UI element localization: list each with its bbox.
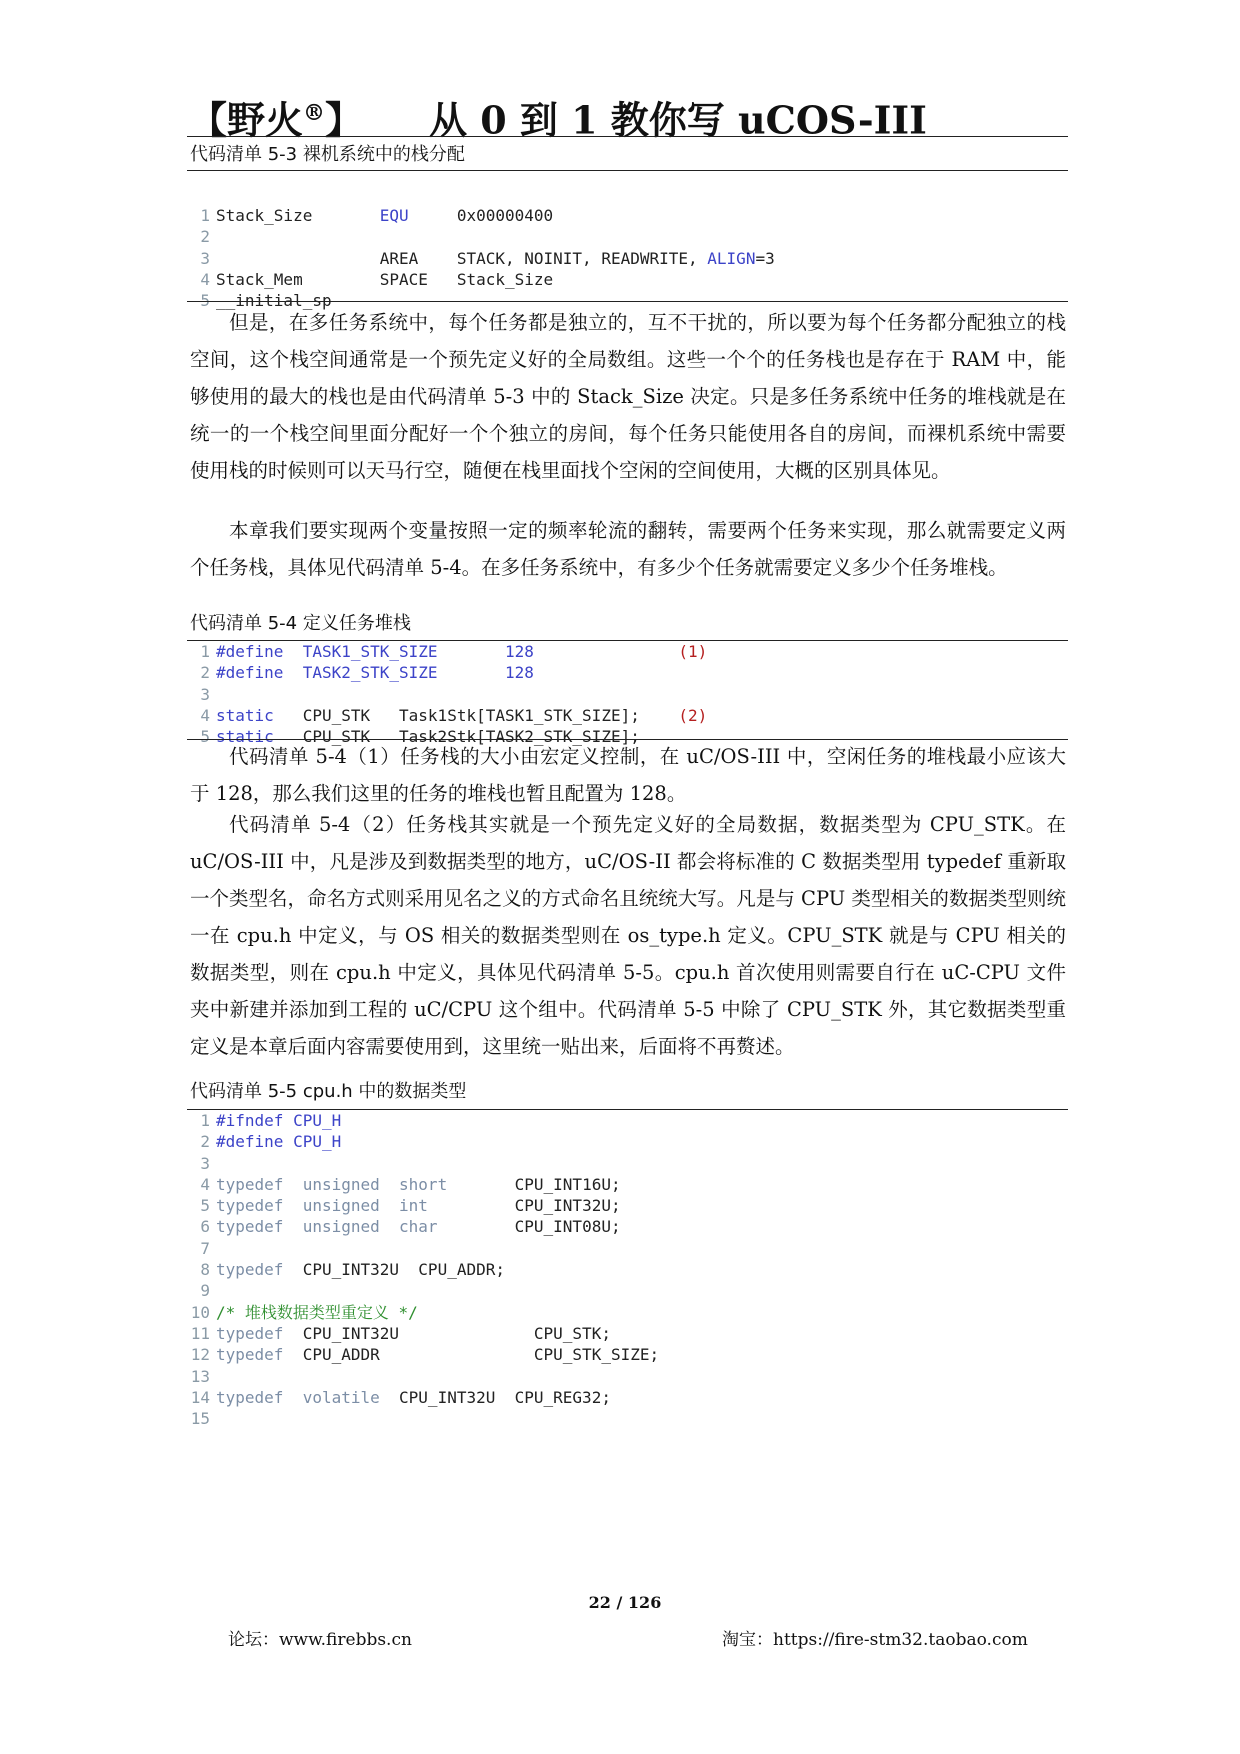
footer-forum-link[interactable]: 论坛：www.firebbs.cn — [228, 1630, 412, 1650]
listing-5-4-caption: 代码清单 5-4 定义任务堆栈 — [190, 613, 411, 634]
code-line: 8 typedef CPU_INT32U CPU_ADDR; — [200, 1260, 505, 1280]
code-line: 15 — [190, 1409, 210, 1429]
listing-5-3-top-rule — [187, 170, 1068, 171]
code-line: 3 — [200, 1153, 210, 1173]
listing-5-5-caption: 代码清单 5-5 cpu.h 中的数据类型 — [190, 1081, 467, 1102]
code-line: 6 typedef unsigned char CPU_INT08U; — [200, 1217, 621, 1237]
body-paragraph-1: 但是，在多任务系统中，每个任务都是独立的，互不干扰的，所以要为每个任务都分配独立的栈空间，这个栈空间通常是一个预先定义好的全局数组。这些一个个的任务栈也是存在于 RAM 中，能够使用的最大的栈也是由代码清单 5-3 中的 Stack_Size 决定。只是多任务系统中任务的堆栈就是在统一的一个栈空间里面分配好一个个独立的房间，每个任务只能使用各自的房间，而裸机系统中需要使用栈的时候则可以天马行空，随便在栈里面找个空闲的空间使用，大概的区别具体见。 — [190, 311, 1066, 482]
code-line: 10 /* 堆栈数据类型重定义 */ — [190, 1302, 418, 1322]
code-line: 2 — [200, 227, 210, 247]
body-paragraph-2: 本章我们要实现两个变量按照一定的频率轮流的翻转，需要两个任务来实现，那么就需要定义两个任务栈，具体见代码清单 5-4。在多任务系统中，有多少个任务就需要定义多少个任务堆栈。 — [190, 519, 1066, 579]
listing-5-3-code — [190, 205, 1066, 311]
body-paragraph-3: 代码清单 5-4（1）任务栈的大小由宏定义控制，在 uC/OS-III 中，空闲任务的堆栈最小应该大于 128，那么我们这里的任务的堆栈也暂且配置为 128。 — [190, 745, 1066, 805]
code-line: 2 #define CPU_H — [200, 1132, 342, 1152]
book-title: 从 0 到 1 教你写 uCOS-III — [429, 97, 927, 143]
code-line: 5 static CPU_STK Task2Stk[TASK2_STK_SIZE]; — [200, 727, 640, 747]
code-line: 7 — [200, 1238, 210, 1258]
code-line: 2 #define TASK2_STK_SIZE 128 — [200, 663, 534, 683]
code-line: 4 static CPU_STK Task1Stk[TASK1_STK_SIZE]; (2) — [200, 705, 708, 725]
document-header-title — [189, 86, 1069, 143]
body-paragraph-4: 代码清单 5-4（2）任务栈其实就是一个预先定义好的全局数据，数据类型为 CPU_STK。在 uC/OS-III 中，凡是涉及到数据类型的地方，uC/OS-II 都会将标准的 C 数据类型用 typedef 重新取一个类型名，命名方式则采用见名之义的方式命名且统统大写。凡是与 CPU 类型相关的数据类型则统一在 cpu.h 中定义，与 OS 相关的数据类型则在 os_type.h 定义。CPU_STK 就是与 CPU 相关的数据类型，则在 cpu.h 中定义，具体见代码清单 5-5。cpu.h 首次使用则需要自行在 uC-CPU 文件夹中新建并添加到工程的 uC/CPU 这个组中。代码清单 5-5 中除了 CPU_STK 外，其它数据类型重定义是本章后面内容需要使用到，这里统一贴出来，后面将不再赘述。 — [190, 813, 1066, 1058]
header-divider — [187, 136, 1068, 137]
listing-5-5-code — [190, 1110, 1066, 1429]
code-line: 14 typedef volatile CPU_INT32U CPU_REG32; — [190, 1387, 611, 1407]
code-line: 4 Stack_Mem SPACE Stack_Size — [200, 269, 554, 289]
code-line: 12 typedef CPU_ADDR CPU_STK_SIZE; — [190, 1345, 660, 1365]
code-line: 5 typedef unsigned int CPU_INT32U; — [200, 1196, 621, 1216]
listing-5-3-bottom-rule — [187, 301, 1068, 302]
footer-shop-link[interactable]: 淘宝：https://fire-stm32.taobao.com — [722, 1630, 1028, 1650]
code-line: 9 — [200, 1281, 210, 1301]
code-line: 3 AREA STACK, NOINIT, READWRITE, ALIGN=3 — [200, 248, 775, 268]
listing-5-4-code — [190, 641, 1066, 747]
code-line: 3 — [200, 684, 210, 704]
code-line: 13 — [190, 1366, 210, 1386]
listing-5-3-caption: 代码清单 5-3 裸机系统中的栈分配 — [190, 144, 465, 165]
code-line: 1 Stack_Size EQU 0x00000400 — [200, 206, 554, 225]
code-line: 1 #ifndef CPU_H — [200, 1111, 342, 1130]
brand-name: 【野火®】 — [189, 97, 364, 143]
page-number: 22 / 126 — [588, 1593, 662, 1612]
code-line: 1 #define TASK1_STK_SIZE 128 (1) — [200, 642, 708, 661]
code-line: 5 __initial_sp — [200, 291, 332, 311]
code-line: 11 typedef CPU_INT32U CPU_STK; — [190, 1323, 611, 1343]
code-line: 4 typedef unsigned short CPU_INT16U; — [200, 1174, 621, 1194]
